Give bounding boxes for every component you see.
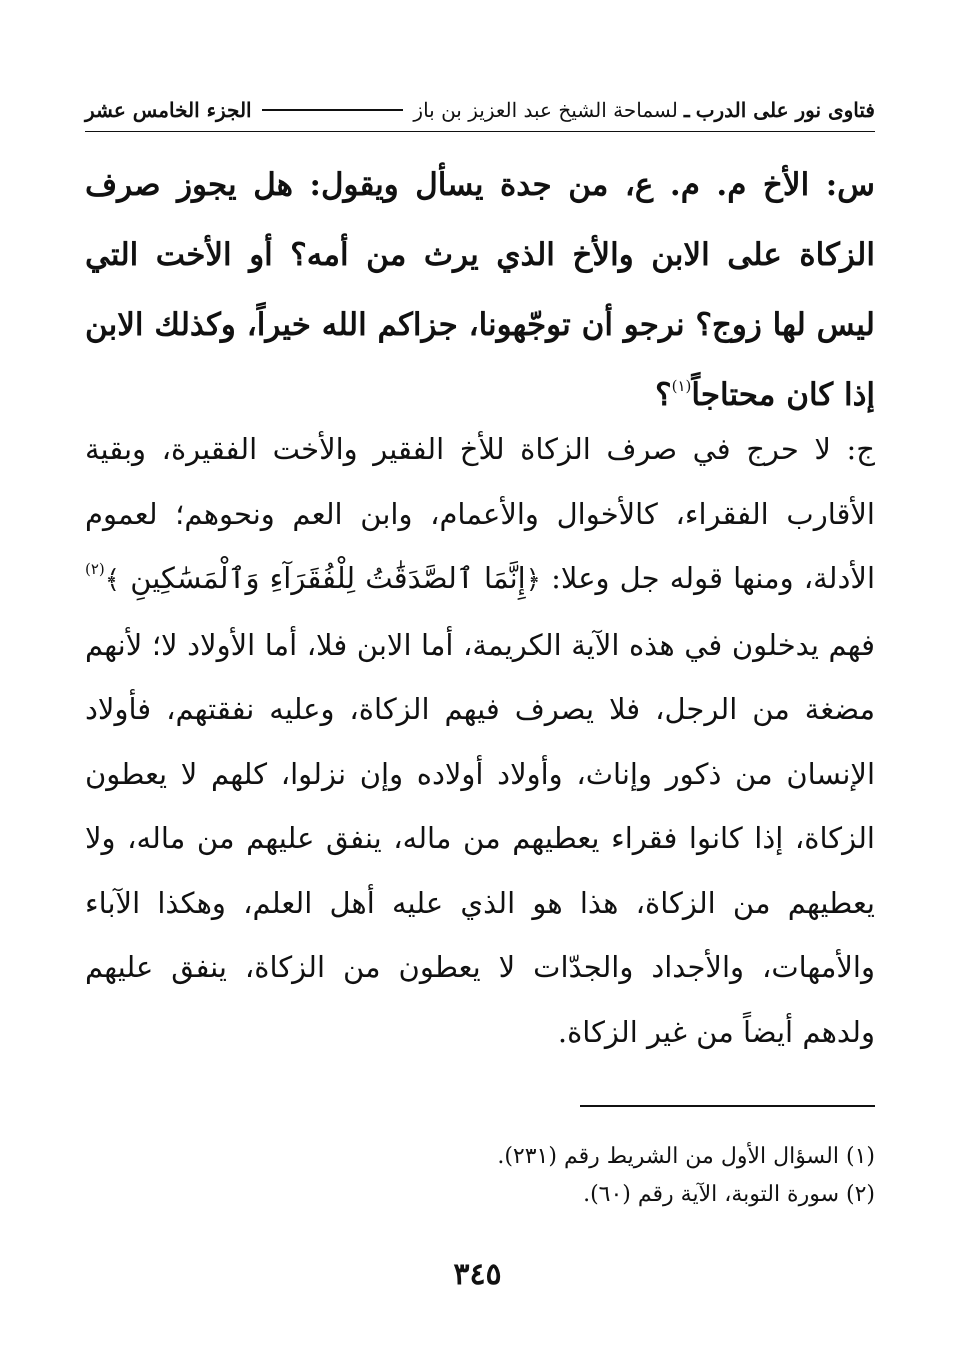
- question-text: الأخ م. م. ع، من جدة يسأل ويقول: هل يجوز صرف الزكاة على الابن والأخ الذي يرث من أمه؟ أو الأخت التي ليس لها زوج؟ نرجو أن توجّهونا، جزاكم الله خيراً، وكذلك الابن إذا كان محتاجاً: [85, 167, 875, 413]
- part-label: الجزء الخامس عشر: [85, 98, 252, 122]
- question-paragraph: [85, 150, 875, 430]
- header-dash: ـ: [683, 98, 690, 122]
- book-title: فتاوى نور على الدرب: [695, 98, 875, 122]
- header-title-group: [413, 100, 875, 120]
- ayah-close-bracket: ﴾: [104, 565, 121, 595]
- footnotes: [85, 1138, 875, 1214]
- author-name: لسماحة الشيخ عبد العزيز بن باز: [413, 98, 678, 122]
- header-underline: [85, 131, 875, 132]
- running-header: [85, 92, 875, 128]
- question-label: س:: [825, 167, 876, 203]
- footnote-ref-2: (٢): [85, 560, 105, 578]
- page-number: ٣٤٥: [453, 1257, 502, 1292]
- footnote-1: (١) السؤال الأول من الشريط رقم (٢٣١).: [497, 1144, 875, 1169]
- quran-verse: إِنَّمَا ٱلصَّدَقَٰتُ لِلْفُقَرَآءِ وَٱلْمَسَٰكِينِ: [130, 561, 526, 595]
- header-rule: [262, 109, 404, 111]
- footnote-separator: [580, 1105, 875, 1107]
- answer-text-2: فهم يدخلون في هذه الآية الكريمة، أما الابن فلا، أما الأولاد لا؛ لأنهم مضغة من الرجل، فلا يصرف فيهم الزكاة، وعليه نفقتهم، فأولاد الإنسان من ذكور وإناث، وأولاد أولاده وإن نزلوا، كلهم لا يعطون الزكاة، إذا كانوا فقراء يعطيهم من ماله، ينفق عليهم من ماله، ولا يعطيهم من الزكاة، هذا هو الذي عليه أهل العلم، وهكذا الآباء والأمهات، والأجداد والجدّات لا يعطون من الزكاة، ينفق عليهم ولدهم أيضاً من غير الزكاة.: [85, 627, 875, 1049]
- question-end: ؟: [655, 377, 672, 413]
- ayah-open-bracket: ﴿: [525, 565, 541, 595]
- footnote-2: (٢) سورة التوبة، الآية رقم (٦٠).: [583, 1182, 875, 1207]
- answer-text-1: لا حرج في صرف الزكاة للأخ الفقير والأخت الفقيرة، وبقية الأقارب الفقراء، كالأخوال والأعمام، وابن العم ونحوهم؛ لعموم الأدلة، ومنها قوله جل وعلا:: [85, 432, 876, 595]
- answer-label: ج:: [846, 432, 875, 466]
- answer-paragraph: [85, 417, 875, 1064]
- footnote-ref-1: (١): [671, 377, 692, 395]
